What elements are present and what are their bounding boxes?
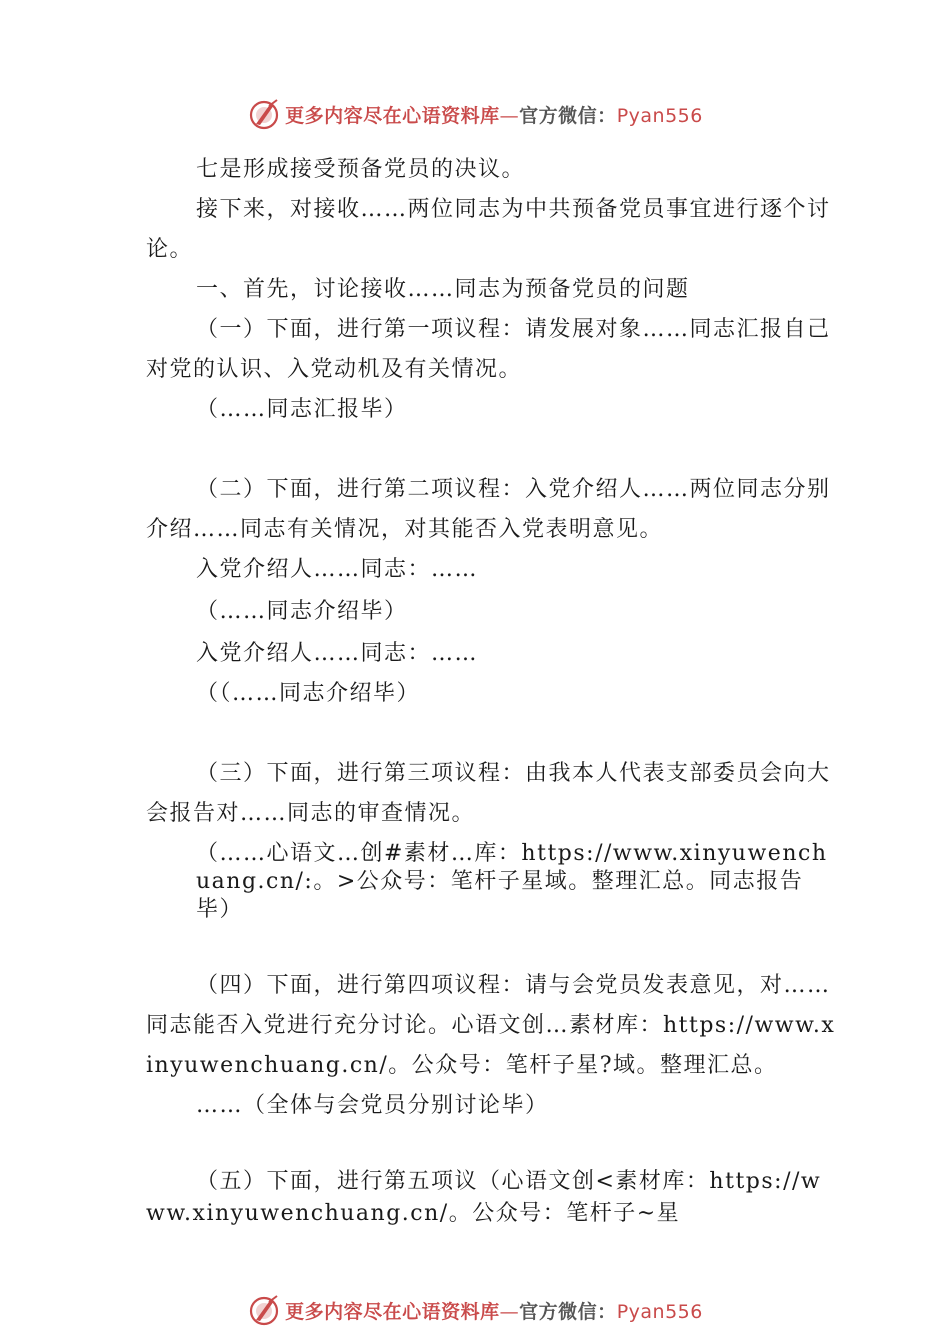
paragraph: （三）下面，进行第三项议程：由我本人代表支部委员会向大会报告对……同志的审查情况。 (146, 761, 831, 826)
paragraph: （……同志介绍毕） (196, 599, 408, 624)
banner-site-name: 更多内容尽在心语资料库 (285, 104, 500, 127)
banner-wechat-id: Pyan556 (616, 104, 703, 127)
footer-banner (0, 1290, 950, 1330)
paragraph: 七是形成接受预备党员的决议。 (196, 157, 526, 182)
paragraph: 入党介绍人……同志：…… (196, 641, 479, 666)
banner-separator: — (499, 1300, 520, 1323)
banner-text (285, 1297, 703, 1324)
banner-official-label: 官方微信： (519, 1300, 617, 1323)
paragraph: （（……同志介绍毕） (196, 681, 421, 706)
paragraph: 入党介绍人……同志：…… (196, 557, 479, 582)
paragraph: （……同志汇报毕） (196, 397, 408, 422)
paragraph: （二）下面，进行第二项议程：入党介绍人……两位同志分别介绍……同志有关情况，对其能否入党表明意见。 (146, 477, 831, 542)
banner-site-name: 更多内容尽在心语资料库 (285, 1300, 500, 1323)
spacer (146, 1126, 836, 1166)
paragraph: （四）下面，进行第四项议程：请与会党员发表意见，对……同志能否入党进行充分讨论。心语文创…素材库：https://www.xinyuwenchuang.cn/。公众号：笔杆子星?域。整理汇总。 (146, 973, 836, 1078)
document-body (146, 150, 836, 1230)
quill-pen-seal-icon (247, 97, 281, 131)
quill-pen-seal-icon (247, 1293, 281, 1327)
spacer (146, 714, 836, 754)
banner-official-label: 官方微信： (519, 104, 617, 127)
spacer (146, 430, 836, 470)
banner-wechat-id: Pyan556 (616, 1300, 703, 1323)
banner-text (285, 101, 703, 128)
header-banner (0, 94, 950, 134)
paragraph: 接下来，对接收……两位同志为中共预备党员事宜进行逐个讨论。 (146, 197, 831, 262)
spacer (146, 932, 836, 966)
paragraph: （五）下面，进行第五项议（心语文创<素材库：https://www.xinyuwenchuang.cn/。公众号：笔杆子~星 (146, 1169, 822, 1226)
paragraph: ……（全体与会党员分别讨论毕） (196, 1093, 549, 1118)
paragraph: （一）下面，进行第一项议程：请发展对象……同志汇报自己对党的认识、入党动机及有关情况。 (146, 317, 831, 382)
section-heading: 一、首先，讨论接收……同志为预备党员的问题 (196, 277, 690, 302)
banner-separator: — (499, 104, 520, 127)
paragraph: （……心语文…创#素材…库：https://www.xinyuwenchuang.cn/:。>公众号：笔杆子星域。整理汇总。同志报告毕） (196, 841, 828, 922)
